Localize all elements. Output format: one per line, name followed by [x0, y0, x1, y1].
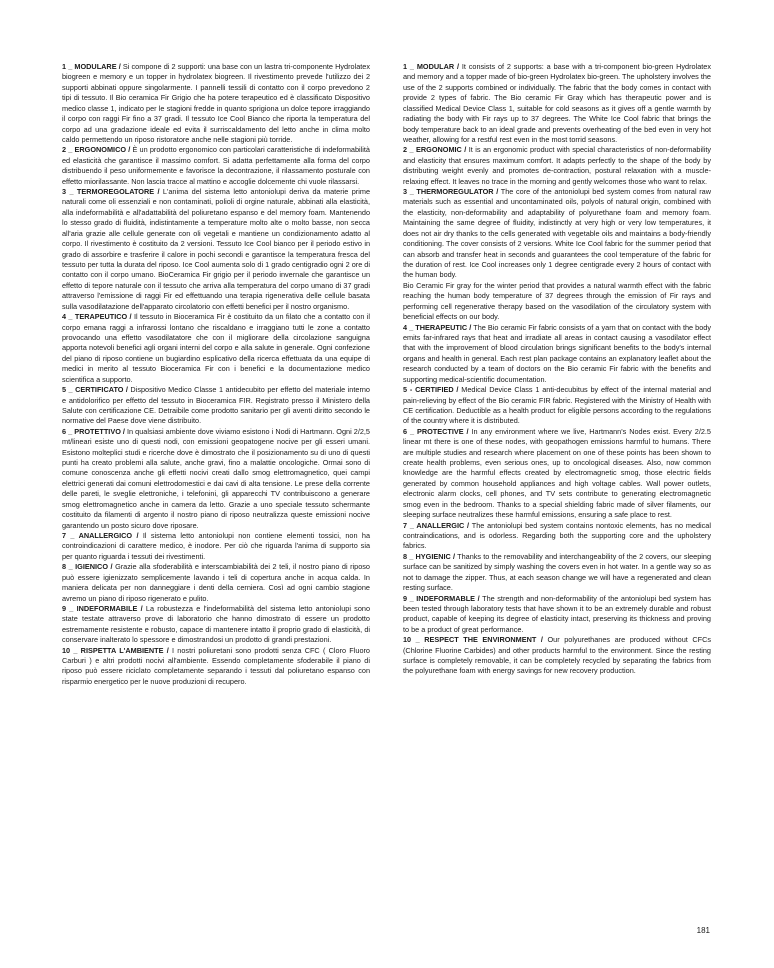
heading-en-9: 9 _ INDEFORMABLE /	[403, 593, 480, 603]
body-it-4: Il tessuto in Bioceramica Fir è costituito da un filato che a contatto con il corpo emana raggi a infrarossi lontano che riscaldano e irraggiano tutti le zone a contatto provocando una effetto vasodilatatore che con il migliorare della circolazione sanguigna apporta notevoli benefici agli organi interni del corpo e alla salute in generale. Ogni confezione del piano di riposo contiene un bugiardino esplicativo della ricerca effettuata da una equipe di medici in merito al tessuto Bioceramica Fir con i benefici e la documentazione medico scientifica a supporto.	[62, 312, 370, 384]
heading-en-2: 2 _ ERGONOMIC /	[403, 145, 467, 155]
body-it-10: I nostri poliuretani sono prodotti senza CFC ( Cloro Fluoro Carburi ) e altri prodotti nocivi all'ambiente. Essendo completamente sfoderabile il piano di riposo può essere riciclato completamente separando i tessuti dal poliuretano espanso con risparmio energetico per le nuove produzioni di recupero.	[62, 645, 370, 686]
paragraph-it-9	[62, 604, 370, 646]
body-it-5: Dispositivo Medico Classe 1 antidecubito per effetto del materiale interno e antidolorifico per effetto del tessuto in Bioceramica FIR. Registrato presso il Ministero della Salute con certificazione CE. Detraibile come prodotto sanitario per gli aventi diritto secondo le normative del Paese dove viene distribuito.	[62, 385, 370, 426]
paragraph-en-6	[403, 427, 711, 521]
heading-it-8: 8 _ IGIENICO /	[62, 562, 113, 572]
heading-it-5: 5 _ CERTIFICATO /	[62, 385, 128, 395]
paragraph-it-5	[62, 385, 370, 427]
heading-it-10: 10 _ RISPETTA L'AMBIENTE /	[62, 645, 169, 655]
body-en-4: The Bio ceramic Fir fabric consists of a yarn that on contact with the body emits far-infrared rays that heat and irradiate all areas in contact causing a vasodilator effect that with the improvement of blood circulation brings significant benefits to the body's internal organs and health in general. Each rest plan package contains an explanatory leaflet about the research conducted by a team of doctors on the Bio ceramic Fir fabric with the benefits and supporting medical-scientific documentation.	[403, 322, 711, 384]
heading-it-6: 6 _ PROTETTIVO /	[62, 426, 125, 436]
body-en-1: It consists of 2 supports: a base with a tri-component bio-green Hydrolatex and memory and a topper made of bio-green Hydrolatex bio-green. The upholstery involves the use of the 2 supports combined or individually. The fabric that the body comes in contact with provide 2 types of fabric. The Bio ceramic Fir Gray which has therapeutic power and is classified Medical Device Class 1, suitable for cold seasons as it gives off a gentle warmth by radiating the body with Fir rays up to 37 degrees. The White Ice Cool fabric that brings the body temperature back to an ideal grade and prevents overheating of the bed even in very hot weather, allowing for a restful rest even in the most torrid seasons.	[403, 62, 711, 144]
body-en-10: Our polyurethanes are produced without CFCs (Chlorine Fluorine Carbides) and other products harmful to the environment. Since the resting surface is completely removable, it can be completely recycled by separating the fabrics from the polyurethane foam with energy savings for new recovery production.	[403, 635, 711, 676]
body-en-9: The strength and non-deformability of the antoniolupi bed system has been tested through laboratory tests that have shown it to be an extremely durable and robust product, capable of keeping its degree of elasticity intact, preserving its thickness and proving to be a product of great performance.	[403, 593, 711, 634]
paragraph-en-8	[403, 552, 711, 594]
body-en-2: It is an ergonomic product with special characteristics of non-deformability and elasticity that ensures maximum comfort. It adapts perfectly to the shape of the body by distributing weight evenly and promotes de-contraction, postural relaxation with a muscle-relaxing effect. It leaves no trace in the morning and gently welcomes those who want to relax.	[403, 145, 711, 186]
heading-en-3: 3 _ THERMOREGULATOR /	[403, 187, 499, 197]
paragraph-en-4	[403, 323, 711, 386]
paragraph-en-5	[403, 385, 711, 427]
body-it-7: Il sistema letto antoniolupi non contiene elementi tossici, non ha controindicazioni di carattere medico, è inodore. Per ciò che riguarda l'anima di supporto sia per quanto riguarda i tessuti dei rivestimenti.	[62, 530, 370, 561]
english-column	[403, 62, 711, 677]
heading-it-9: 9 _ INDEFORMABILE /	[62, 603, 143, 613]
paragraph-it-4	[62, 312, 370, 385]
body-it-1: Si compone di 2 supporti: una base con un lastra tri-componente Hydrolatex biogreen e memory e un topper in hydrolatex biogreen. Il rivestimento prevede l'utilizzo dei 2 supporti abbinati oppure singolarmente. I pannelli tessili di contatto con il corpo prevedono 2 tipi di tessuto. Il Bio ceramica Fir Grigio che ha potere terapeutico ed è classificato Dispositivo medico classe 1, indicato per le stagioni fredde in quanto sprigiona un dolce tepore irraggiando il corpo con raggi Fir fino a 37 gradi. Il tessuto Ice Cool Bianco che riporta la temperatura del corpo ad una gradazione ideale ed evita il surriscaldamento del letto anche in clima molto caldo permettendo un riposo ristoratore anche nelle stagioni più torride.	[62, 62, 371, 144]
body-en-7: The antoniolupi bed system contains nontoxic elements, has no medical contraindications, and is odorless. Regarding both the supporting core and the upholstery fabrics.	[403, 520, 711, 551]
paragraph-it-6	[62, 427, 370, 531]
body-en-3: The core of the antoniolupi bed system comes from natural raw materials such as essential and uncontaminated oils, polyols of natural origin, combined with the elasticity, non-deformability and adaptability of polyurethane foam and memory foam. Maintaining the same degree of fluidity, indistinctly at very high or very low temperatures, it does not air dry thanks to the cells generated with vegetable oils and maintains a body-friendly conditioning. The cover consists of 2 versions. White Ice Cool fabric for the summer period that can absorb and transfer heat in seconds and guarantees the cool temperature of the fabric for the duration of rest. Ice Cool increases only 1 degree centigrade every 2 hours of contact with the human body. Bio Ceramic Fir gray for the winter period that provides a natural warmth effect with the fabric reaching the human body temperature of 37 degrees through the emission of Fir rays and performing cell regenerative therapy based on the vasodilation of the circulatory system with beneficial effects on our body.	[403, 187, 711, 322]
body-it-6: In qualsiasi ambiente dove viviamo esistono i Nodi di Hartmann. Ogni 2/2,5 mt/lineari esiste uno di questi nodi, con emissioni geopatogene nocive per gli esseri umani. Esistono molteplici studi e ricerche dove è dimostrato che il posizionamento su di uno di questi punti ha creato problemi alla salute, anche gravi, fino a malattie oncologiche. Ormai sono di comune conoscenza anche gli effetti nocivi creati dallo smog elettromagnetico, quei campi elettrici generati dai comuni elettrodomestici e dai cavi di alta tensione. Le prese della corrente delle pareti, le sveglie elettroniche, i telefonini, gli apparecchi TV contribuiscono a generare smog elettromagnetico anche in camera da letto. Grazie a uno speciale tessuto schermante costituito da filamenti di argento il nostro piano di riposo neutralizza queste emissioni nocive garantendo un posto sicuro dove riposare.	[62, 426, 370, 530]
heading-it-1: 1 _ MODULARE /	[62, 62, 121, 71]
heading-it-7: 7 _ ANALLERGICO /	[62, 530, 139, 540]
body-en-6: In any environment where we live, Hartmann's Nodes exist. Every 2/2.5 linear mt there is one of these nodes, with geopathogen emissions harmful to humans. There are multiple studies and research where placement on one of these points has been shown to create health problems, even serious ones, up to oncological diseases. Also, now common knowledge are the harmful effects created by electromagnetic smog, those electric fields generated by common household appliances and high voltage cables. Wall power outlets, electronic alarm clocks, cell phones, and TV sets contribute to generating electromagnetic smog even in the bedroom. Thanks to a special shielding fabric made of silver filaments, our sleeping surface neutralizes these harmful emissions, ensuring a safe place to rest.	[403, 426, 711, 520]
body-en-5: Medical Device Class 1 anti-decubitus by effect of the internal material and pain-relieving by effect of the Bio ceramic FIR fabric. Registered with the Ministry of Health with CE certification. Deductible as a health product for eligible persons according to the regulations of the country where it is distributed.	[403, 385, 711, 426]
heading-en-6: 6 _ PROTECTIVE /	[403, 426, 469, 436]
heading-en-5: 5 - CERTIFIED /	[403, 385, 459, 395]
paragraph-it-10	[62, 646, 370, 688]
paragraph-it-7	[62, 531, 370, 562]
heading-it-4: 4 _ TERAPEUTICO /	[62, 312, 132, 322]
heading-it-2: 2 _ ERGONOMICO /	[62, 145, 131, 155]
paragraph-en-2	[403, 145, 711, 187]
heading-en-1: 1 _ MODULAR /	[403, 62, 459, 71]
paragraph-en-9	[403, 594, 711, 636]
body-it-8: Grazie alla sfoderabilità e interscambiabilità dei 2 teli, il nostro piano di riposo può essere igienizzato semplicemente lavando i teli di copertura anche in acqua calda. In maniera delicata per non danneggiare i denti della cerniera. Così ad ogni cambio stagione avremo un piano di riposo rigenerato e pulito.	[62, 562, 370, 603]
paragraph-it-8	[62, 562, 370, 604]
heading-en-8: 8 _ HYGIENIC /	[403, 551, 456, 561]
page-number: 181	[696, 926, 710, 935]
body-it-9: La robustezza e l'indeformabilità del sistema letto antoniolupi sono state testate attraverso prove di laboratorio che hanno dimostrato di essere un prodotto estremamente resistente e robusto, capace di mantenere intatto il proprio grado di elasticità, di conservare inalterato lo spessore e dimostrandosi un prodotto di grandi prestazioni.	[62, 603, 371, 645]
paragraph-en-7	[403, 521, 711, 552]
heading-en-10: 10 _ RESPECT THE ENVIRONMENT /	[403, 635, 543, 645]
italian-column	[62, 62, 370, 687]
paragraph-en-1	[403, 62, 711, 145]
heading-it-3: 3 _ TERMOREGOLATORE /	[62, 187, 160, 197]
paragraph-en-3	[403, 187, 711, 322]
body-en-8: Thanks to the removability and interchangeability of the 2 covers, our sleeping surface can be sanitized by simply washing the covers even in hot water. In a gentle way so as not to damage the zipper. Thus, at each season change we will have a regenerated and clean resting surface.	[403, 551, 712, 593]
heading-en-4: 4 _ THERAPEUTIC /	[403, 322, 472, 332]
paragraph-en-10	[403, 635, 711, 677]
paragraph-it-1	[62, 62, 370, 145]
body-it-3: L'anima del sistema letto antoniolupi deriva da materie prime naturali come oli essenziali e non contaminati, polioli di orgine naturale, abbinati alla elasticità, alla indeformabilità e all'adattabilità del poliuretano espanso e del memory foam. Mantenendo lo stesso grado di fluidità, indistintamente a temperature molto alte o molto basse, non secca all'aria grazie alle cellule generate con oli vegetali e mantiene un condizionamento adatto al corpo. Il rivestimento è costituito da 2 versioni. Tessuto Ice Cool bianco per il periodo estivo in grado di assorbire e trasferire il calore in pochi secondi e garantisce la temperatura fresca del tessuto per tutta la durata del riposo. Ice Cool aumenta solo di 1 grado centigradio ogni 2 ore di contatto con il corpo umano. BioCeramica Fir grigio per il periodo invernale che garantisce un effetto di tepore naturale con il tessuto che arriva alla temperatura del corpo umano di 37 gradi attraverso l'emissione di raggi Fir ed effettuando una terapia rigenerativa delle cellule basata sulla vasodilatazione dell'apparato circolatorio con effetti benefici per il nostro organismo.	[62, 187, 370, 311]
heading-en-7: 7 _ ANALLERGIC /	[403, 520, 470, 530]
paragraph-it-3	[62, 187, 370, 312]
body-it-2: È un prodotto ergonomico con particolari caratteristiche di indeformabilità ed elasticità che garantisce il massimo comfort. Si adatta perfettamente alla forma del corpo distribuendo il peso uniformemente e favorisce la decontrazione, il rilassamento posturale con effetto miorilassante. Non lascia tracce al mattino e accoglie dolcemente chi vuole rilassarsi.	[62, 145, 370, 186]
paragraph-it-2	[62, 145, 370, 187]
